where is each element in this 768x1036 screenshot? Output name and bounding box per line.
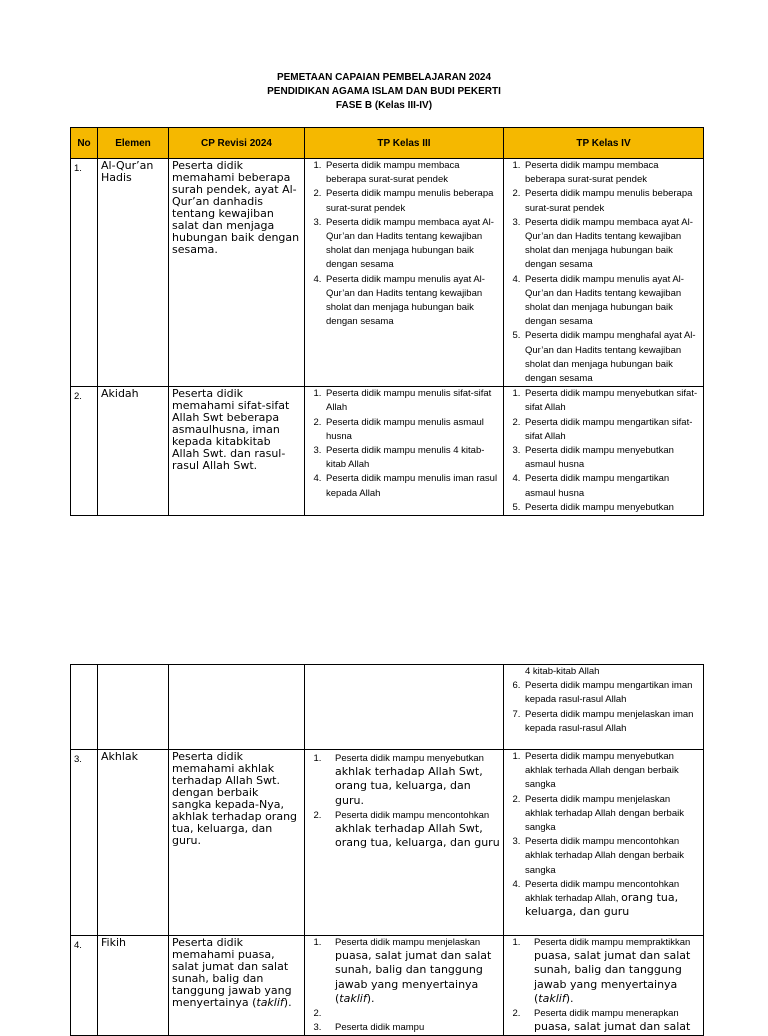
- row-cp: Peserta didik memahami beberapa surah pendek, ayat Al-Qur’an danhadis tentang kewajiban salat dan menjaga hubungan baik dengan sesama.: [169, 159, 305, 387]
- list-item: 4. Peserta didik mampu mengartikan asmaul husna: [523, 472, 700, 500]
- tp4-list: [507, 750, 700, 920]
- list-item: 3. Peserta didik mampu mencontohkan akhlak terhadap Allah dengan berbaik sangka: [523, 835, 700, 878]
- tp3-list: [308, 159, 500, 329]
- tp3-list: [308, 387, 500, 501]
- list-item: 2. Peserta didik mampu menulis beberapa surat-surat pendek: [324, 187, 500, 215]
- row-cp: Peserta didik memahami akhlak terhadap Allah Swt. dengan berbaik sangka kepada-Nya, akhlak terhadap orang tua, keluarga, dan guru.: [169, 750, 305, 936]
- row-tp3-empty: [305, 665, 504, 750]
- row-no: 3.: [71, 750, 98, 936]
- list-item: 1. Peserta didik mampu menulis sifat-sifat Allah: [324, 387, 500, 415]
- list-item: 2. Peserta didik mampu menjelaskan akhlak terhadap Allah dengan berbaik sangka: [523, 793, 700, 836]
- list-item: 4. Peserta didik mampu menulis ayat Al-Qur’an dan Hadits tentang kewajiban sholat dan menjaga hubungan baik dengan sesama: [324, 273, 500, 330]
- title-line-1: PEMETAAN CAPAIAN PEMBELAJARAN 2024: [276, 72, 492, 83]
- tp3-list: [308, 936, 500, 1035]
- list-item: 4 kitab-kitab Allah: [525, 666, 600, 677]
- list-item: 1. Peserta didik mampu menjelaskan puasa, salat jumat dan salat sunah, balig dan tanggung jawab yang menyertainya (taklif).: [324, 936, 500, 1007]
- row-elemen: Akidah: [98, 387, 169, 516]
- tp4-list: [507, 159, 700, 386]
- row-no-empty: [71, 665, 98, 750]
- row-tp4: [504, 387, 704, 516]
- row-cp-empty: [169, 665, 305, 750]
- row-tp3: [305, 936, 504, 1036]
- row-tp4: [504, 750, 704, 936]
- list-item: 1. Peserta didik mampu mempraktikkan puasa, salat jumat dan salat sunah, balig dan tanggung jawab yang menyertainya (taklif).: [523, 936, 700, 1007]
- list-item: 6. Peserta didik mampu mengartikan iman kepada rasul-rasul Allah: [523, 679, 700, 707]
- mapping-table-page-1: [70, 127, 704, 516]
- tp3-list: [308, 750, 500, 851]
- title-line-3: FASE B (Kelas III-IV): [335, 100, 433, 111]
- list-item: 1. Peserta didik mampu menyebutkan sifat-sifat Allah: [523, 387, 700, 415]
- table-row: [71, 936, 704, 1036]
- list-item: 3. Peserta didik mampu membaca ayat Al-Qur’an dan Hadits tentang kewajiban sholat dan menjaga hubungan baik dengan sesama: [523, 216, 700, 273]
- list-item: 2. Peserta didik mampu menulis asmaul husna: [324, 416, 500, 444]
- tp4-list: [507, 936, 700, 1035]
- list-item: 2. Peserta didik mampu mencontohkan akhlak terhadap Allah Swt, orang tua, keluarga, dan guru: [324, 809, 500, 852]
- title-line-2: PENDIDIKAN AGAMA ISLAM DAN BUDI PEKERTI: [267, 86, 501, 97]
- row-elemen: Fikih: [98, 936, 169, 1036]
- list-item: 1. Peserta didik mampu membaca beberapa surat-surat pendek: [523, 159, 700, 187]
- row-tp4: [504, 665, 704, 750]
- table-row: [71, 387, 704, 516]
- list-item: 1. Peserta didik mampu membaca beberapa surat-surat pendek: [324, 159, 500, 187]
- list-item: 5. Peserta didik mampu menyebutkan: [523, 501, 700, 515]
- row-elemen: Al-Qur’an Hadis: [98, 159, 169, 387]
- list-item: 2. Peserta didik mampu menerapkan puasa, salat jumat dan salat: [523, 1007, 700, 1035]
- row-tp3: [305, 387, 504, 516]
- mapping-table-page-2: [70, 664, 704, 1036]
- row-cp: Peserta didik memahami sifat-sifat Allah Swt beberapa asmaulhusna, iman kepada kitabkitab Allah Swt. dan rasul-rasul Allah Swt.: [169, 387, 305, 516]
- row-elemen: Akhlak: [98, 750, 169, 936]
- table-row-continued: [71, 665, 704, 750]
- table-row: [71, 750, 704, 936]
- row-elemen-empty: [98, 665, 169, 750]
- list-item: 4. Peserta didik mampu menulis ayat Al-Qur’an dan Hadits tentang kewajiban sholat dan menjaga hubungan baik dengan sesama: [523, 273, 700, 330]
- row-tp4: [504, 159, 704, 387]
- row-cp: Peserta didik memahami puasa, salat jumat dan salat sunah, balig dan tanggung jawab yang menyertainya (taklif).: [169, 936, 305, 1036]
- list-item: 1. Peserta didik mampu menyebutkan akhlak terhada Allah dengan berbaik sangka: [523, 750, 700, 793]
- list-item: 2. Peserta didik mampu menulis beberapa surat-surat pendek: [523, 187, 700, 215]
- list-item: 3. Peserta didik mampu menulis 4 kitab-kitab Allah: [324, 444, 500, 472]
- row-no: 1.: [71, 159, 98, 387]
- list-item: 4. Peserta didik mampu mencontohkan akhlak terhadap Allah, orang tua, keluarga, dan guru: [523, 878, 700, 921]
- list-item: 4. Peserta didik mampu menulis iman rasul kepada Allah: [324, 472, 500, 500]
- list-item: 7. Peserta didik mampu menjelaskan iman kepada rasul-rasul Allah: [523, 708, 700, 736]
- row-tp3: [305, 159, 504, 387]
- table-header-row: [71, 128, 704, 159]
- row-no: 2.: [71, 387, 98, 516]
- tp4-list-continued: [507, 665, 700, 679]
- list-item: 3. Peserta didik mampu membaca ayat Al-Qur’an dan Hadits tentang kewajiban sholat dan menjaga hubungan baik dengan sesama: [324, 216, 500, 273]
- header-tp4: TP Kelas IV: [504, 128, 704, 159]
- table-row: [71, 159, 704, 387]
- document-title: [0, 71, 768, 113]
- tp4-list-continued: [507, 679, 700, 736]
- row-tp4: [504, 936, 704, 1036]
- list-item: 1. Peserta didik mampu menyebutkan akhlak terhadap Allah Swt, orang tua, keluarga, dan guru.: [324, 752, 500, 809]
- header-cp: CP Revisi 2024: [169, 128, 305, 159]
- header-tp3: TP Kelas III: [305, 128, 504, 159]
- list-item: 3. Peserta didik mampu: [324, 1021, 500, 1035]
- tp4-list: [507, 387, 700, 515]
- list-item: 2. Peserta didik mampu mengartikan sifat-sifat Allah: [523, 416, 700, 444]
- header-elemen: Elemen: [98, 128, 169, 159]
- list-item-empty: [324, 1007, 500, 1021]
- row-no: 4.: [71, 936, 98, 1036]
- list-item: 5. Peserta didik mampu menghafal ayat Al-Qur’an dan Hadits tentang kewajiban sholat dan menjaga hubungan baik dengan sesama: [523, 329, 700, 386]
- header-no: No: [71, 128, 98, 159]
- list-item: 3. Peserta didik mampu menyebutkan asmaul husna: [523, 444, 700, 472]
- row-tp3: [305, 750, 504, 936]
